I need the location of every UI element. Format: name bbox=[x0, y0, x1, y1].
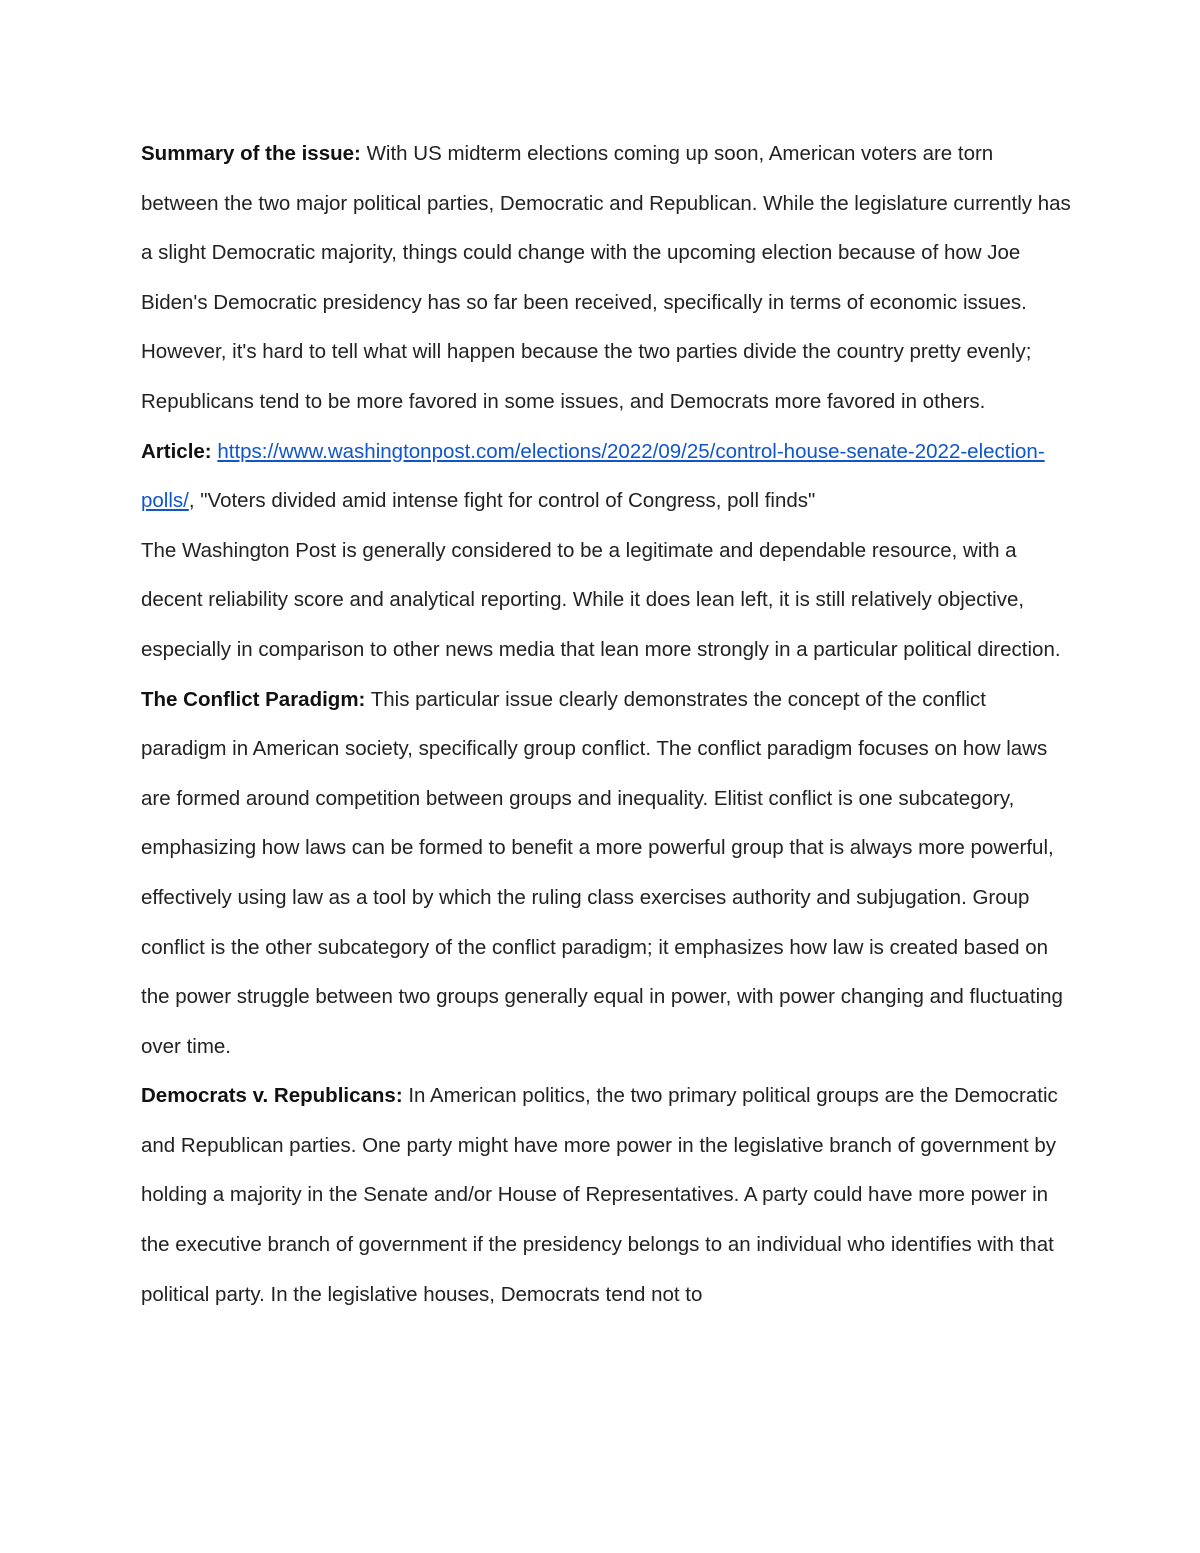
summary-text: With US midterm elections coming up soon, American voters are torn between the two major political parties, Democratic and Republican. While the legislature currently has a slight Democratic majority, things could change with the upcoming election because of how Joe Biden's Democratic presidency has so far been received, specifically in terms of economic issues. However, it's hard to tell what will happen because the two parties divide the country pretty evenly; Republicans tend to be more favored in some issues, and Democrats more favored in others. bbox=[141, 142, 1071, 413]
summary-label: Summary of the issue: bbox=[141, 142, 361, 165]
article-paragraph bbox=[141, 427, 1071, 526]
summary-paragraph bbox=[141, 129, 1071, 427]
dems-v-reps-text: In American politics, the two primary political groups are the Democratic and Republican parties. One party might have more power in the legislative branch of government by holding a majority in the Senate and/or House of Representatives. A party could have more power in the executive branch of government if the presidency belongs to an individual who identifies with that political party. In the legislative houses, Democrats tend not to bbox=[141, 1084, 1058, 1306]
document-body bbox=[141, 129, 1071, 1319]
dems-v-reps-paragraph bbox=[141, 1071, 1071, 1319]
conflict-paradigm-paragraph bbox=[141, 675, 1071, 1072]
source-evaluation-paragraph: The Washington Post is generally considered to be a legitimate and dependable resource, with a decent reliability score and analytical reporting. While it does lean left, it is still relatively objective, especially in comparison to other news media that lean more strongly in a particular political direction. bbox=[141, 538, 1061, 661]
article-link[interactable]: https://www.washingtonpost.com/elections/2022/09/25/control-house-senate-2022-election-polls/ bbox=[141, 439, 1045, 513]
dems-v-reps-label: Democrats v. Republicans: bbox=[141, 1084, 403, 1108]
conflict-paradigm-text: This particular issue clearly demonstrates the concept of the conflict paradigm in American society, specifically group conflict. The conflict paradigm focuses on how laws are formed around competition between groups and inequality. Elitist conflict is one subcategory, emphasizing how laws can be formed to benefit a more powerful group that is always more powerful, effectively using law as a tool by which the ruling class exercises authority and subjugation. Group conflict is the other subcategory of the conflict paradigm; it emphasizes how law is created based on the power struggle between two groups generally equal in power, with power changing and fluctuating over time. bbox=[141, 687, 1063, 1058]
article-label: Article: bbox=[141, 439, 212, 463]
article-title: , "Voters divided amid intense fight for control of Congress, poll finds" bbox=[188, 489, 816, 513]
conflict-paradigm-label: The Conflict Paradigm: bbox=[141, 687, 366, 711]
